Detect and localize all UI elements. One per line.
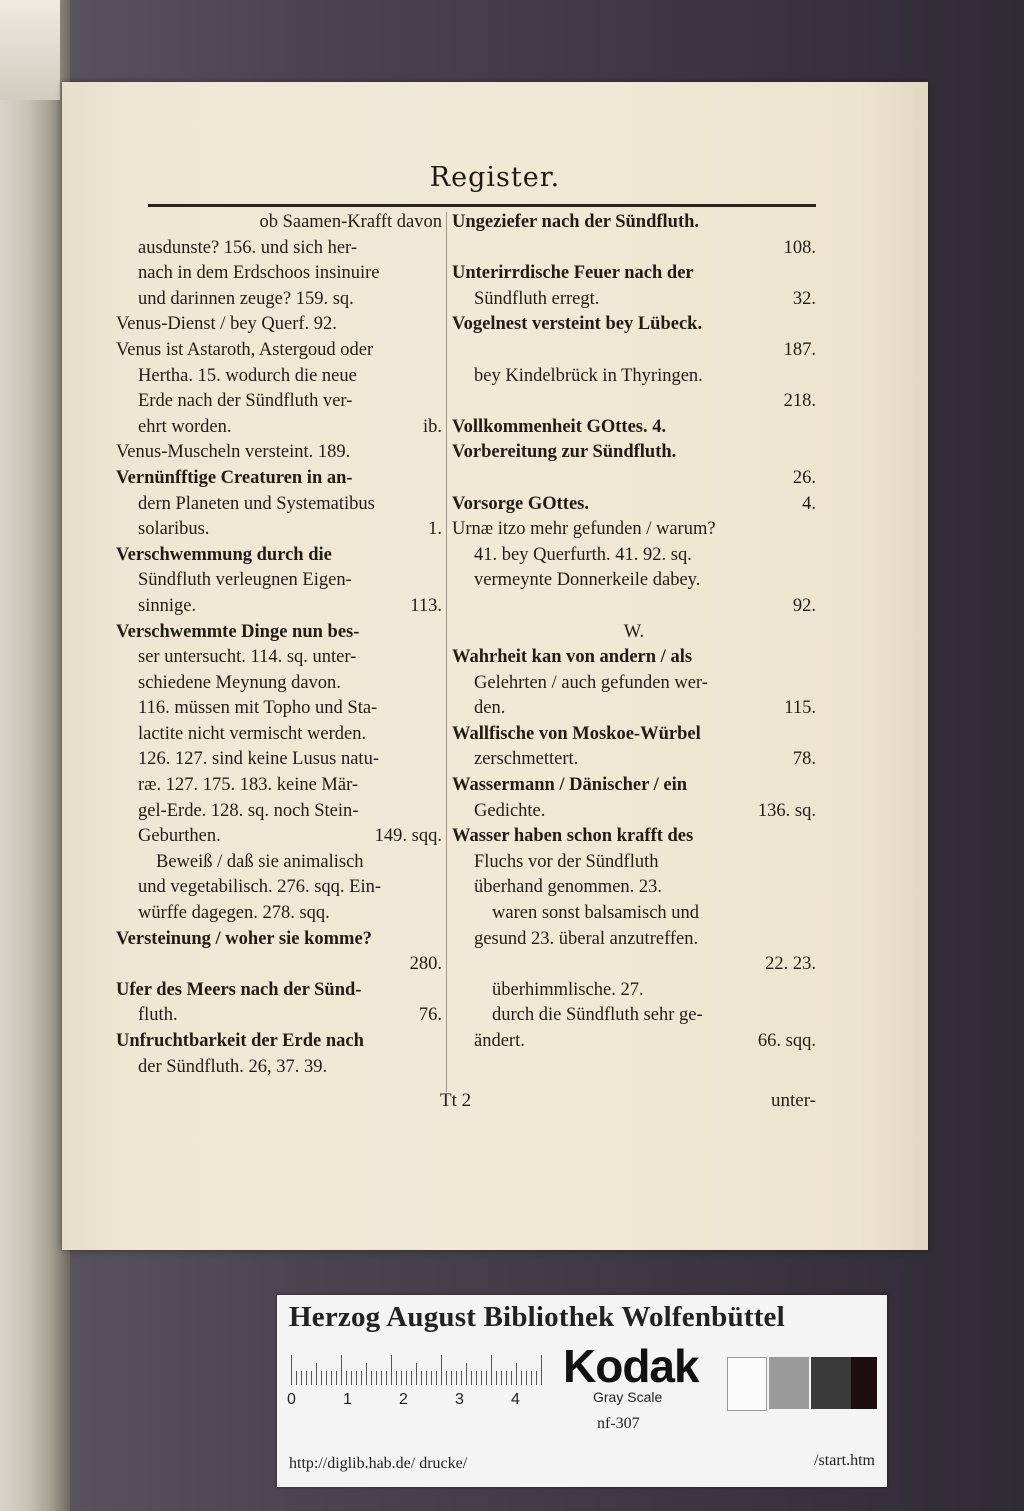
entry-text: ræ. 127. 175. 183. keine Mär-: [138, 775, 359, 796]
ruler-tick: [441, 1355, 442, 1385]
entry-text: Venus-Muscheln versteint. 189.: [116, 442, 351, 463]
entry-text: 92.: [792, 595, 816, 616]
ruler-tick: [506, 1371, 507, 1385]
index-entry-line: [116, 287, 442, 313]
index-entry-line: [116, 261, 442, 287]
index-entry-line: [452, 901, 816, 927]
entry-text: Venus ist Astaroth, Astergoud oder: [116, 339, 374, 360]
page-title: Register.: [429, 162, 561, 193]
library-name: Herzog August Bibliothek Wolfenbüttel: [289, 1301, 785, 1333]
ruler-number: 2: [399, 1391, 408, 1408]
index-entry-line: [452, 978, 816, 1004]
entry-text: ser untersucht. 114. sq. unter-: [138, 647, 357, 668]
index-entry-line: [116, 568, 442, 594]
entry-text: waren sonst balsamisch und: [492, 903, 700, 924]
index-entry-line: [452, 1029, 816, 1055]
page-reference: 76.: [418, 1005, 442, 1026]
index-entry-line: [116, 1055, 442, 1081]
ruler-tick: [386, 1371, 387, 1385]
entry-text: Geburthen.: [138, 826, 221, 847]
index-entry-line: [116, 645, 442, 671]
entry-text: 218.: [783, 391, 816, 412]
index-entry-line: [116, 747, 442, 773]
entry-text: ändert.: [474, 1031, 525, 1051]
entry-text: schiedene Meynung davon.: [138, 672, 341, 693]
entry-text: Wassermann / Dänischer / ein: [452, 775, 688, 796]
book-binding-edge: [0, 0, 70, 1511]
entry-text: lactite nicht vermischt werden.: [138, 723, 367, 744]
binding-highlight: [0, 0, 60, 100]
ruler-tick: [521, 1371, 522, 1385]
index-entry-line: [452, 671, 816, 697]
index-entry-line: [116, 415, 442, 441]
page-reference: 1.: [428, 519, 442, 540]
catalog-code: nf-307: [597, 1415, 640, 1432]
book-page: [62, 82, 928, 1250]
index-entry-line: [116, 722, 442, 748]
ruler-tick: [351, 1371, 352, 1385]
ruler-tick: [321, 1371, 322, 1385]
index-entry-line: [452, 364, 816, 390]
index-entry-line: [452, 415, 816, 441]
ruler-tick: [481, 1371, 482, 1385]
column-divider: [446, 212, 447, 1092]
ruler-tick: [491, 1355, 492, 1385]
entry-text: ob Saamen-Krafft davon: [259, 212, 442, 232]
entry-text: ausdunste? 156. und sich her-: [138, 237, 358, 258]
entry-text: Verschwemmte Dinge nun bes-: [116, 621, 360, 642]
ruler-tick: [416, 1363, 417, 1385]
ruler-tick: [531, 1371, 532, 1385]
ruler-tick: [336, 1371, 337, 1385]
entry-text: Ufer des Meers nach der Sünd-: [116, 979, 362, 1000]
entry-text: 108.: [783, 237, 816, 258]
url-left: http://diglib.hab.de/ drucke/: [289, 1455, 468, 1472]
entry-text: zerschmettert.: [474, 749, 579, 770]
entry-text: den.: [474, 698, 506, 719]
entry-text: Vogelnest versteint bey Lübeck.: [452, 314, 703, 335]
ruler-tick: [456, 1371, 457, 1385]
ruler-tick: [346, 1371, 347, 1385]
catchword: unter-: [771, 1090, 816, 1111]
index-entry-line: [452, 1003, 816, 1029]
index-entry-line: [116, 850, 442, 876]
index-entry-line: [116, 952, 442, 978]
index-entry-line: [116, 824, 442, 850]
index-entry-line: [452, 594, 816, 620]
entry-text: der Sündfluth. 26, 37. 39.: [138, 1056, 328, 1077]
entry-text: Wallfische von Moskoe-Würbel: [452, 723, 701, 744]
entry-text: würffe dagegen. 278. sqq.: [138, 903, 330, 924]
entry-text: 26.: [792, 467, 816, 488]
ruler-tick: [331, 1371, 332, 1385]
ruler-tick: [376, 1371, 377, 1385]
entry-text: Ungeziefer nach der Sündfluth.: [452, 212, 700, 232]
entry-text: Gelehrten / auch gefunden wer-: [474, 672, 708, 693]
index-entry-line: [116, 901, 442, 927]
entry-text: nach in dem Erdschoos insinuire: [138, 263, 380, 284]
page-footer: [62, 1090, 928, 1120]
index-entry-line: [452, 210, 816, 236]
ruler-tick: [406, 1371, 407, 1385]
index-entry-line: [116, 466, 442, 492]
index-entry-line: [452, 799, 816, 825]
ruler-tick: [526, 1371, 527, 1385]
index-entry-line: [452, 875, 816, 901]
index-entry-line: [116, 364, 442, 390]
ruler-tick: [311, 1371, 312, 1385]
index-entry-line: [116, 799, 442, 825]
header-rule: [148, 204, 816, 207]
entry-text: solaribus.: [138, 519, 210, 540]
entry-text: und vegetabilisch. 276. sqq. Ein-: [138, 877, 382, 898]
ruler-number: 3: [455, 1391, 464, 1408]
index-entry-line: [116, 1003, 442, 1029]
entry-text: vermeynte Donnerkeile dabey.: [474, 570, 701, 591]
entry-text: 116. müssen mit Topho und Sta-: [138, 698, 378, 719]
entry-text: Sündfluth verleugnen Eigen-: [138, 570, 352, 591]
entry-text: Versteinung / woher sie komme?: [116, 928, 372, 949]
entry-text: Beweiß / daß sie animalisch: [156, 851, 364, 872]
entry-text: überhand genommen. 23.: [474, 877, 663, 898]
ruler-tick: [486, 1371, 487, 1385]
index-entry-line: [452, 645, 816, 671]
ruler-tick: [476, 1371, 477, 1385]
entry-text: und darinnen zeuge? 159. sq.: [138, 288, 354, 309]
ruler-tick: [381, 1371, 382, 1385]
index-entry-line: [116, 543, 442, 569]
index-entry-line: [452, 543, 816, 569]
entry-text: Wahrheit kan von andern / als: [452, 647, 693, 668]
page-reference: 4.: [802, 493, 816, 514]
ruler-tick: [446, 1371, 447, 1385]
index-entry-line: [116, 773, 442, 799]
entry-text: Unfruchtbarkeit der Erde nach: [116, 1031, 364, 1051]
index-entry-line: [116, 671, 442, 697]
ruler-tick: [401, 1371, 402, 1385]
ruler-tick: [471, 1371, 472, 1385]
ruler-tick: [436, 1371, 437, 1385]
ruler-tick: [431, 1371, 432, 1385]
ruler-tick: [361, 1371, 362, 1385]
ruler-tick: [461, 1371, 462, 1385]
ruler-tick: [326, 1371, 327, 1385]
ruler-tick: [516, 1363, 517, 1385]
entry-text: bey Kindelbrück in Thyringen.: [474, 365, 703, 386]
index-entry-line: [452, 338, 816, 364]
page-reference: 32.: [792, 288, 816, 309]
index-entry-line: [116, 440, 442, 466]
index-entry-line: [452, 620, 816, 646]
left-column: [116, 210, 442, 1080]
entry-text: Sündfluth erregt.: [474, 288, 600, 309]
entry-text: Wasser haben schon krafft des: [452, 826, 694, 847]
index-entry-line: [452, 850, 816, 876]
index-entry-line: [452, 952, 816, 978]
index-entry-line: [452, 927, 816, 953]
entry-text: Vollkommenheit GOttes. 4.: [452, 416, 667, 437]
index-entry-line: [116, 338, 442, 364]
index-entry-line: [116, 978, 442, 1004]
ruler-tick: [391, 1355, 392, 1385]
ruler-tick: [301, 1371, 302, 1385]
entry-text: Vorbereitung zur Sündfluth.: [452, 442, 677, 463]
index-entry-line: [116, 1029, 442, 1055]
page-reference: 115.: [784, 698, 816, 719]
entry-text: Vernünfftige Creaturen in an-: [116, 467, 353, 488]
ruler-tick: [511, 1371, 512, 1385]
entry-text: gel-Erde. 128. sq. noch Stein-: [138, 800, 359, 821]
index-entry-line: [116, 594, 442, 620]
entry-text: Unterirrdische Feuer nach der: [452, 263, 694, 284]
ruler-tick: [306, 1371, 307, 1385]
ruler-tick: [536, 1371, 537, 1385]
entry-text: Erde nach der Sündfluth ver-: [138, 391, 353, 412]
index-entry-line: [452, 287, 816, 313]
entry-text: Verschwemmung durch die: [116, 544, 332, 565]
ruler-tick: [496, 1371, 497, 1385]
index-entry-line: [452, 568, 816, 594]
index-entry-line: [452, 517, 816, 543]
ruler-tick: [421, 1371, 422, 1385]
page-reference: ib.: [422, 416, 442, 437]
ruler-tick: [316, 1363, 317, 1385]
gray-scale-label: Gray Scale: [593, 1389, 663, 1405]
ruler-tick: [356, 1371, 357, 1385]
ruler-tick: [426, 1371, 427, 1385]
entry-text: durch die Sündfluth sehr ge-: [492, 1005, 703, 1026]
index-entry-line: [452, 824, 816, 850]
ruler-tick: [541, 1355, 542, 1385]
index-entry-line: [116, 620, 442, 646]
index-entry-line: [452, 466, 816, 492]
gray-scale-patches: [727, 1357, 877, 1409]
entry-text: 280.: [409, 954, 442, 975]
index-entry-line: [452, 747, 816, 773]
ruler-tick: [371, 1371, 372, 1385]
ruler-tick: [341, 1355, 342, 1385]
ruler-tick: [451, 1371, 452, 1385]
entry-text: ehrt worden.: [138, 416, 232, 437]
entry-text: Gedichte.: [474, 800, 546, 821]
index-entry-line: [452, 492, 816, 518]
index-entry-line: [452, 440, 816, 466]
index-entry-line: [116, 236, 442, 262]
ruler-number: 1: [343, 1391, 352, 1408]
entry-text: 41. bey Querfurth. 41. 92. sq.: [474, 544, 692, 565]
index-entry-line: [452, 261, 816, 287]
entry-text: Hertha. 15. wodurch die neue: [138, 365, 357, 386]
index-entry-line: [116, 389, 442, 415]
index-entry-line: [116, 875, 442, 901]
index-entry-line: [116, 312, 442, 338]
ruler-number: 4: [511, 1391, 520, 1408]
index-entry-line: [116, 492, 442, 518]
entry-text: Venus-Dienst / bey Querf. 92.: [116, 314, 337, 335]
entry-text: Fluchs vor der Sündfluth: [474, 851, 659, 872]
entry-text: W.: [623, 621, 645, 642]
entry-text: sinnige.: [138, 595, 197, 616]
index-entry-line: [452, 696, 816, 722]
index-entry-line: [452, 389, 816, 415]
page-reference: 136. sq.: [757, 800, 816, 821]
entry-text: Vorsorge GOttes.: [452, 493, 590, 514]
entry-text: Urnæ itzo mehr gefunden / warum?: [452, 519, 716, 540]
ruler-tick: [501, 1371, 502, 1385]
page-reference: 66. sqq.: [757, 1031, 816, 1051]
index-entry-line: [452, 236, 816, 262]
index-entry-line: [116, 927, 442, 953]
page-reference: 113.: [410, 595, 442, 616]
entry-text: dern Planeten und Systematibus: [138, 493, 375, 514]
index-entry-line: [116, 696, 442, 722]
entry-text: gesund 23. überal anzutreffen.: [474, 928, 699, 949]
index-entry-line: [116, 210, 442, 236]
entry-text: 22. 23.: [765, 954, 816, 975]
ruler-tick: [466, 1363, 467, 1385]
ruler-tick: [396, 1371, 397, 1385]
index-entry-line: [452, 722, 816, 748]
kodak-brand: Kodak: [563, 1340, 699, 1392]
archive-label: [277, 1295, 887, 1487]
entry-text: fluth.: [138, 1005, 178, 1026]
index-entry-line: [116, 517, 442, 543]
entry-text: überhimmlische. 27.: [492, 979, 644, 1000]
url-right: /start.htm: [814, 1452, 875, 1469]
page-reference: 78.: [792, 749, 816, 770]
ruler-tick: [291, 1355, 292, 1385]
index-entry-line: [452, 312, 816, 338]
right-column: [452, 210, 816, 1055]
ruler-scale: [291, 1355, 553, 1385]
signature-mark: Tt 2: [440, 1090, 472, 1111]
page-reference: 149. sqq.: [374, 826, 442, 847]
ruler-tick: [366, 1363, 367, 1385]
index-entry-line: [452, 773, 816, 799]
ruler-number: 0: [287, 1391, 296, 1408]
entry-text: 126. 127. sind keine Lusus natu-: [138, 749, 379, 770]
ruler-tick: [296, 1371, 297, 1385]
entry-text: 187.: [783, 339, 816, 360]
ruler-tick: [411, 1371, 412, 1385]
